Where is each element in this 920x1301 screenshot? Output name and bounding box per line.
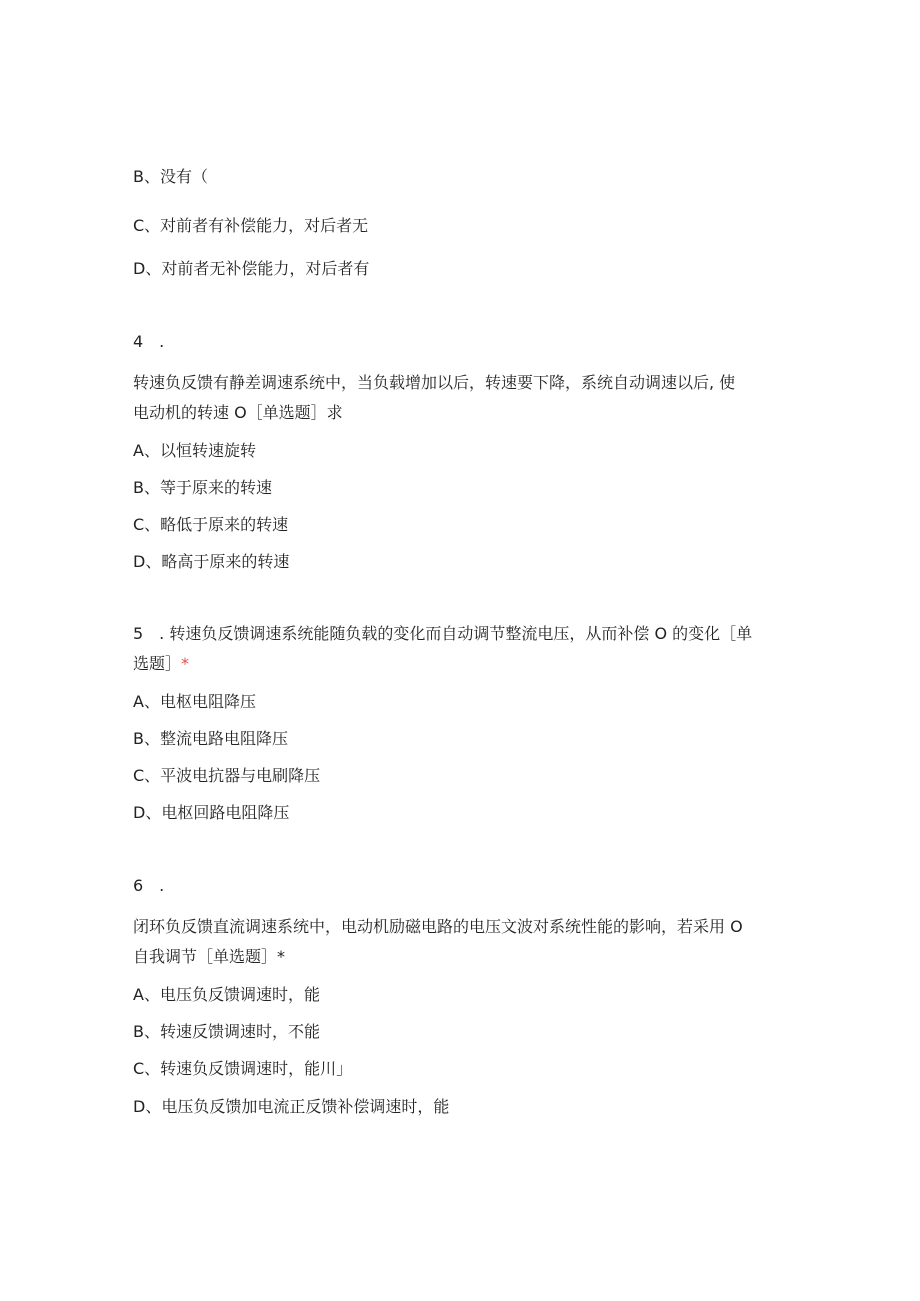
- q4-number: 4 .: [133, 332, 165, 351]
- q5-option-d[interactable]: D、电枢回路电阻降压: [133, 803, 290, 822]
- q5-option-c[interactable]: C、平波电抗器与电刷降压: [133, 766, 321, 785]
- q4-stem-line1: 转速负反馈有静差调速系统中，当负载增加以后，转速要下降，系统自动调速以后, 使: [133, 373, 736, 392]
- q3-option-b[interactable]: B、没有（: [133, 167, 208, 186]
- q5-option-b[interactable]: B、整流电路电阻降压: [133, 729, 288, 748]
- q6-number: 6 .: [133, 876, 165, 895]
- q6-option-b[interactable]: B、转速反馈调速时，不能: [133, 1022, 320, 1041]
- q4-option-d[interactable]: D、略高于原来的转速: [133, 552, 290, 571]
- required-star: *: [181, 654, 190, 673]
- q5-stem-line2: [133, 654, 189, 674]
- q4-stem-line2: 电动机的转速 O［单选题］求: [133, 403, 343, 422]
- q6-option-c[interactable]: C、转速负反馈调速时，能川」: [133, 1059, 353, 1078]
- q6-option-d[interactable]: D、电压负反馈加电流正反馈补偿调速时，能: [133, 1097, 450, 1116]
- q5-stem-line2-text: 选题］: [133, 654, 182, 673]
- q3-option-d[interactable]: D、对前者无补偿能力，对后者有: [133, 259, 370, 278]
- q5-option-a[interactable]: A、电枢电阻降压: [133, 692, 256, 711]
- q6-stem-line1: 闭环负反馈直流调速系统中，电动机励磁电路的电压文波对系统性能的影响，若采用 O: [133, 917, 743, 936]
- q5-stem-line1: 5 . 转速负反馈调速系统能随负载的变化而自动调节整流电压，从而补偿 O 的变化［单: [133, 624, 753, 643]
- q6-stem-line2: 自我调节［单选题］*: [133, 947, 286, 966]
- q3-option-c[interactable]: C、对前者有补偿能力，对后者无: [133, 216, 369, 235]
- q4-option-c[interactable]: C、略低于原来的转速: [133, 515, 289, 534]
- q6-option-a[interactable]: A、电压负反馈调速时，能: [133, 985, 320, 1004]
- q4-option-b[interactable]: B、等于原来的转速: [133, 478, 272, 497]
- q4-option-a[interactable]: A、以恒转速旋转: [133, 441, 256, 460]
